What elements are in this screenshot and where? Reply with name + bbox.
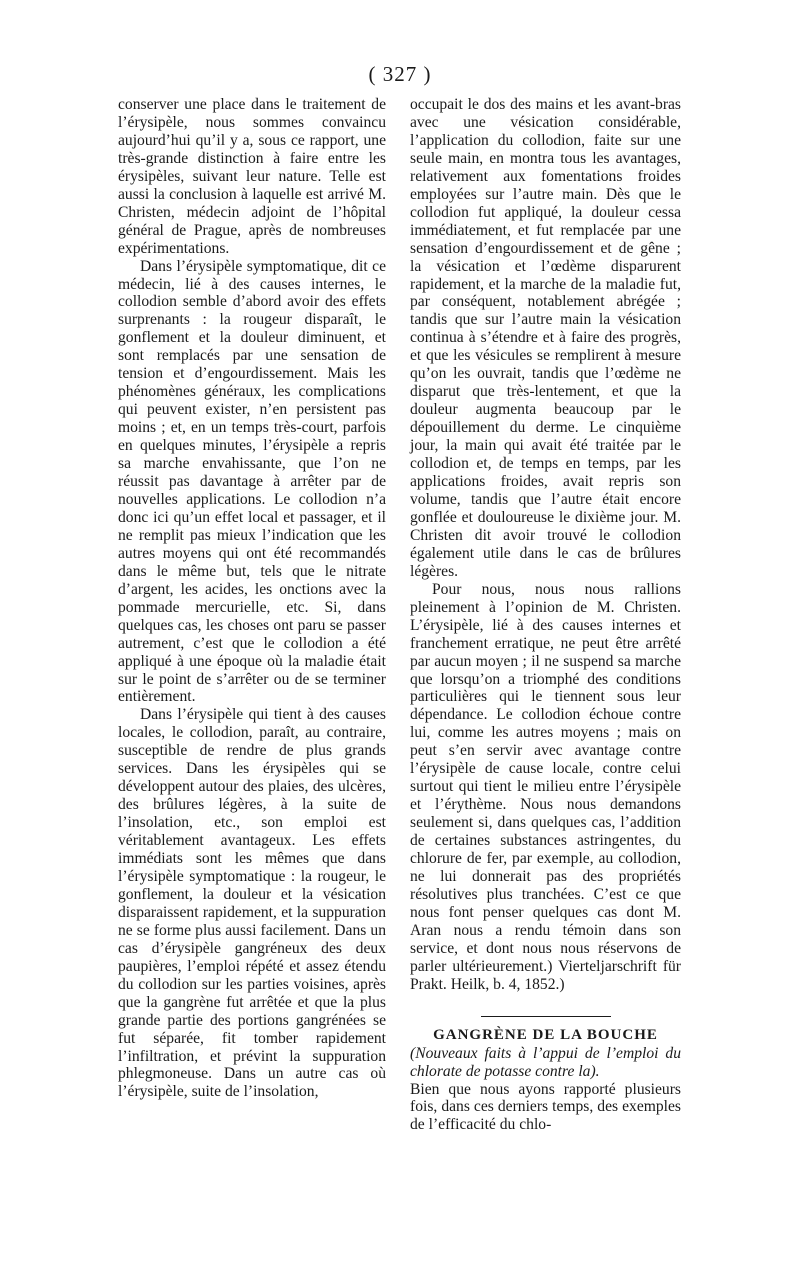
right-column — [410, 96, 681, 1134]
paragraph: conserver une place dans le traitement de l’érysipèle, nous sommes convaincu aujourd’hui qu’il y a, sous ce rapport, une très-grande distinction à faire entre les érysipèles, suivant leur nature. Telle est aussi la conclusion à laquelle est arrivé M. Christen, médecin adjoint de l’hôpital général de Prague, après de nombreuses expérimentations. — [118, 96, 386, 257]
paragraph: Pour nous, nous nous rallions pleinement à l’opinion de M. Christen. L’érysipèle, lié à des causes internes et franchement erratique, ne peut être arrêté par aucun moyen ; il ne suspend sa marche que lorsqu’on a triomphé des conditions particulières qui le tiennent sous leur dépendance. Le collodion échoue contre lui, comme les autres moyens ; mais on peut s’en servir avec avantage contre l’érysipèle de cause locale, contre celui surtout qui tient le milieu entre l’érysipèle et l’érythème. Nous nous demandons seulement si, dans quelques cas, l’addition de certaines substances astringentes, du chlorure de fer, par exemple, au collodion, ne lui donnerait pas des propriétés résolutives plus tranchées. C’est ce que nous font penser quelques cas dont M. Aran nous a rendu témoin dans son service, et dont nous nous réservons de parler ultérieurement.) Vierteljarschrift für Prakt. Heilk, b. 4, 1852.) — [410, 580, 681, 993]
section-subtitle: (Nouveaux faits à l’appui de l’emploi du chlorate de potasse contre la). — [410, 1044, 681, 1080]
left-column — [118, 96, 386, 1101]
paragraph: occupait le dos des mains et les avant-bras avec une vésication considérable, l’application du collodion, faite sur une seule main, en montra tous les avantages, relativement aux fomentations froides employées sur l’autre main. Dès que le collodion fut appliqué, la douleur cessa immédiatement, et fut remplacée par une sensation d’engourdissement et de gêne ; la vésication et l’œdème disparurent rapidement, et la marche de la maladie fut, par conséquent, notablement abrégée ; tandis que sur l’autre main la vésication continua à s’étendre et à faire des progrès, et que les vésicules se remplirent à mesure qu’on les ouvrait, tandis que l’œdème ne disparut que très-lentement, et que la douleur augmenta beaucoup par le dépouillement du derme. Le cinquième jour, la main qui avait été traitée par le collodion et, de temps en temps, par les applications froides, avait repris son volume, tandis que l’autre était encore gonflée et douloureuse le dixième jour. M. Christen dit avoir trouvé le collodion également utile dans le cas de brûlures légères. — [410, 96, 681, 580]
paragraph: Dans l’érysipèle qui tient à des causes locales, le collodion, paraît, au contraire, susceptible de rendre de plus grands services. Dans les érysipèles qui se développent autour des plaies, des ulcères, des brûlures légères, à la suite de l’insolation, etc., son emploi est véritablement avantageux. Les effets immédiats sont les mêmes que dans l’érysipèle symptomatique : la rougeur, le gonflement, la douleur et la vésication disparaissent rapidement, et la suppuration ne se forme plus aussi facilement. Dans un cas d’érysipèle gangréneux des deux paupières, l’emploi répété et assez étendu du collodion sur les parties voisines, après que la gangrène fut arrêtée et que la plus grande partie des portions gangrénées se fut séparée, fit tomber rapidement l’infiltration, et prévint la suppuration phlegmoneuse. Dans un autre cas où l’érysipèle, suite de l’insolation, — [118, 706, 386, 1101]
section-divider — [481, 1016, 611, 1017]
paragraph: Dans l’érysipèle symptomatique, dit ce médecin, lié à des causes internes, le collodion semble d’abord avoir des effets surprenants : la rougeur disparaît, le gonflement et la douleur diminuent, et sont remplacés par une sensation de tension et d’engourdissement. Mais les phénomènes généraux, les complications qui peuvent exister, n’en persistent pas moins ; et, en un temps très-court, parfois en quelques minutes, l’érysipèle a repris sa marche envahissante, que l’on ne réussit pas davantage à arrêter par de nouvelles applications. Le collodion n’a donc ici qu’un effet local et passager, et il ne remplit pas mieux l’indication que les autres moyens qui ont été recommandés dans le même but, tels que le nitrate d’argent, les acides, les onctions avec la pommade mercurielle, etc. Si, dans quelques cas, les choses ont paru se passer autrement, c’est que le collodion a été appliqué à une époque où la maladie était sur le point de s’arrêter ou de se terminer entièrement. — [118, 257, 386, 706]
section-paragraph: Bien que nous ayons rapporté plusieurs fois, dans ces derniers temps, des exemples de l’efficacité du chlo- — [410, 1080, 681, 1134]
section-heading: GANGRÈNE DE LA BOUCHE — [433, 1026, 658, 1043]
page-number: ( 327 ) — [368, 62, 432, 86]
